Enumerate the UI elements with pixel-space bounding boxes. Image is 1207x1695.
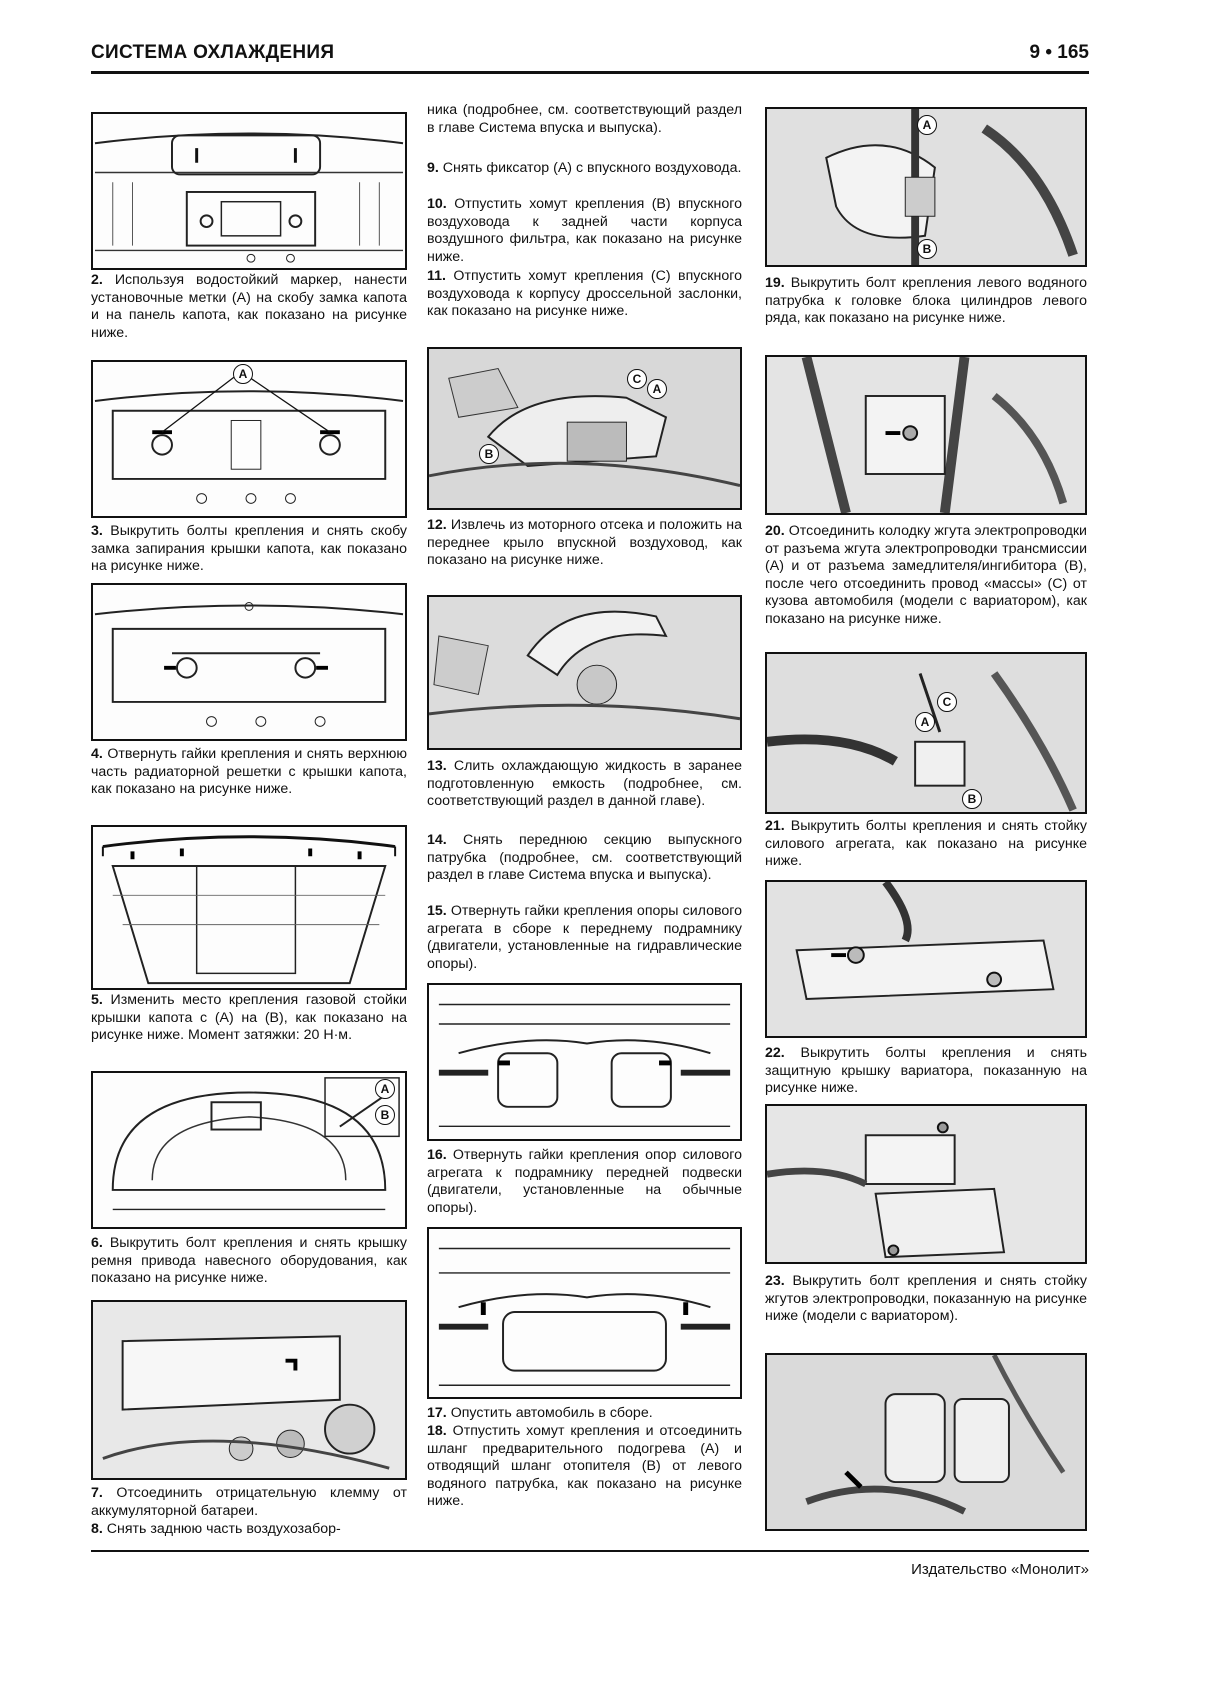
- page-number: 9 • 165: [1029, 42, 1089, 63]
- footer-rule: [91, 1550, 1089, 1552]
- figure-subframe-1: [427, 983, 742, 1141]
- callout-b: B: [917, 239, 937, 259]
- step-13: 13. Слить охлаждающую жидкость в заранее подготовленную емкость (подробнее, см. соответствующий раздел в данной главе).: [427, 758, 742, 810]
- step-17: 17. Опустить автомобиль в сборе.: [427, 1405, 653, 1421]
- figure-radiator-grille: [91, 825, 407, 990]
- callout-a: A: [233, 364, 253, 384]
- step-9: 9. Снять фиксатор (A) с впускного воздуховода.: [427, 160, 742, 176]
- figure-harness-bracket: [765, 1353, 1087, 1531]
- step-20: 20. Отсоединить колодку жгута электропроводки от разъема жгута электропроводки трансмиссии (A) и от разъема замедлителя/ингибитора (B), после чего отсоединить провод «массы» (C) от кузова автомобиля (модели с вариатором), как показано на рисунке ниже.: [765, 523, 1087, 627]
- step-19: 19. Выкрутить болт крепления левого водяного патрубка к головке блока цилиндров левого ряда, как показано на рисунке ниже.: [765, 275, 1087, 327]
- figure-hood-latch-3: [91, 583, 407, 741]
- callout-c: C: [937, 692, 957, 712]
- figure-variator-cover: [765, 1104, 1087, 1264]
- step-23: 23. Выкрутить болт крепления и снять стойку жгутов электропроводки, показанную на рисунке ниже (модели с вариатором).: [765, 1273, 1087, 1325]
- figure-gas-strut: [91, 1071, 407, 1229]
- callout-a: A: [915, 712, 935, 732]
- step-7: 7. Отсоединить отрицательную клемму от аккумуляторной батареи.: [91, 1485, 407, 1519]
- figure-water-pipe: [765, 107, 1087, 267]
- figure-cylinder-head-bolt: [765, 355, 1087, 515]
- callout-a: A: [917, 115, 937, 135]
- callout-b: B: [479, 444, 499, 464]
- step-3: 3. Выкрутить болты крепления и снять скобу замка запирания крышки капота, как показано на рисунке ниже.: [91, 523, 407, 575]
- step-10: 10. Отпустить хомут крепления (B) впускного воздуховода к задней части корпуса воздушного фильтра, как показано на рисунке ниже.: [427, 196, 742, 265]
- step-8-continued: ника (подробнее, см. соответствующий раздел в главе Система впуска и выпуска).: [427, 102, 742, 136]
- step-22: 22. Выкрутить болты крепления и снять защитную крышку вариатора, показанную на рисунке ниже.: [765, 1045, 1087, 1097]
- figure-belt-cover: [91, 1300, 407, 1480]
- callout-a: A: [647, 379, 667, 399]
- step-16: 16. Отвернуть гайки крепления опор силового агрегата к подрамнику передней подвески (двигатели, установленные на обычные опоры).: [427, 1147, 742, 1216]
- step-21: 21. Выкрутить болты крепления и снять стойку силового агрегата, как показано на рисунке ниже.: [765, 818, 1087, 870]
- page-section-title: СИСТЕМА ОХЛАЖДЕНИЯ: [91, 42, 335, 63]
- step-18: 18. Отпустить хомут крепления и отсоединить шланг предварительного подогрева (A) и отводящий шланг отопителя (B) от левого водяного патрубка, как показано на рисунке ниже.: [427, 1423, 742, 1510]
- step-4: 4. Отвернуть гайки крепления и снять верхнюю часть радиаторной решетки с крышки капота, как показано на рисунке ниже.: [91, 746, 407, 798]
- step-11: 11. Отпустить хомут крепления (C) впускного воздуховода к корпусу дроссельной заслонки, как показано на рисунке ниже.: [427, 268, 742, 320]
- figure-engine-bay: [427, 595, 742, 750]
- step-6: 6. Выкрутить болт крепления и снять крышку ремня привода навесного оборудования, как показано на рисунке ниже.: [91, 1235, 407, 1287]
- step-2: 2. Используя водостойкий маркер, нанести установочные метки (A) на скобу замка капота и на панель капота, как показано на рисунке ниже.: [91, 272, 408, 341]
- header-rule: [91, 71, 1089, 74]
- step-15: 15. Отвернуть гайки крепления опоры силового агрегата в сборе к переднему подрамнику (двигатели, установленные на гидравлические опоры).: [427, 903, 742, 972]
- figure-harness-connectors: [765, 652, 1087, 814]
- figure-power-unit-bracket: [765, 880, 1087, 1038]
- step-8: 8. Снять заднюю часть воздухозабор-: [91, 1521, 341, 1537]
- publisher-footer: Издательство «Монолит»: [911, 1561, 1089, 1578]
- figure-hood-latch-2: [91, 360, 407, 518]
- callout-a: A: [375, 1079, 395, 1099]
- callout-c: C: [627, 369, 647, 389]
- figure-hood-latch-1: [91, 112, 407, 270]
- figure-intake-duct: [427, 347, 742, 510]
- figure-subframe-2: [427, 1227, 742, 1399]
- step-12: 12. Извлечь из моторного отсека и положить на переднее крыло впускной воздуховод, как показано на рисунке ниже.: [427, 517, 742, 569]
- step-14: 14. Снять переднюю секцию выпускного патрубка (подробнее, см. соответствующий раздел в главе Система впуска и выпуска).: [427, 832, 742, 884]
- callout-b: B: [375, 1105, 395, 1125]
- callout-b: B: [962, 789, 982, 809]
- step-5: 5. Изменить место крепления газовой стойки крышки капота с (A) на (B), как показано на рисунке ниже. Момент затяжки: 20 Н·м.: [91, 992, 407, 1044]
